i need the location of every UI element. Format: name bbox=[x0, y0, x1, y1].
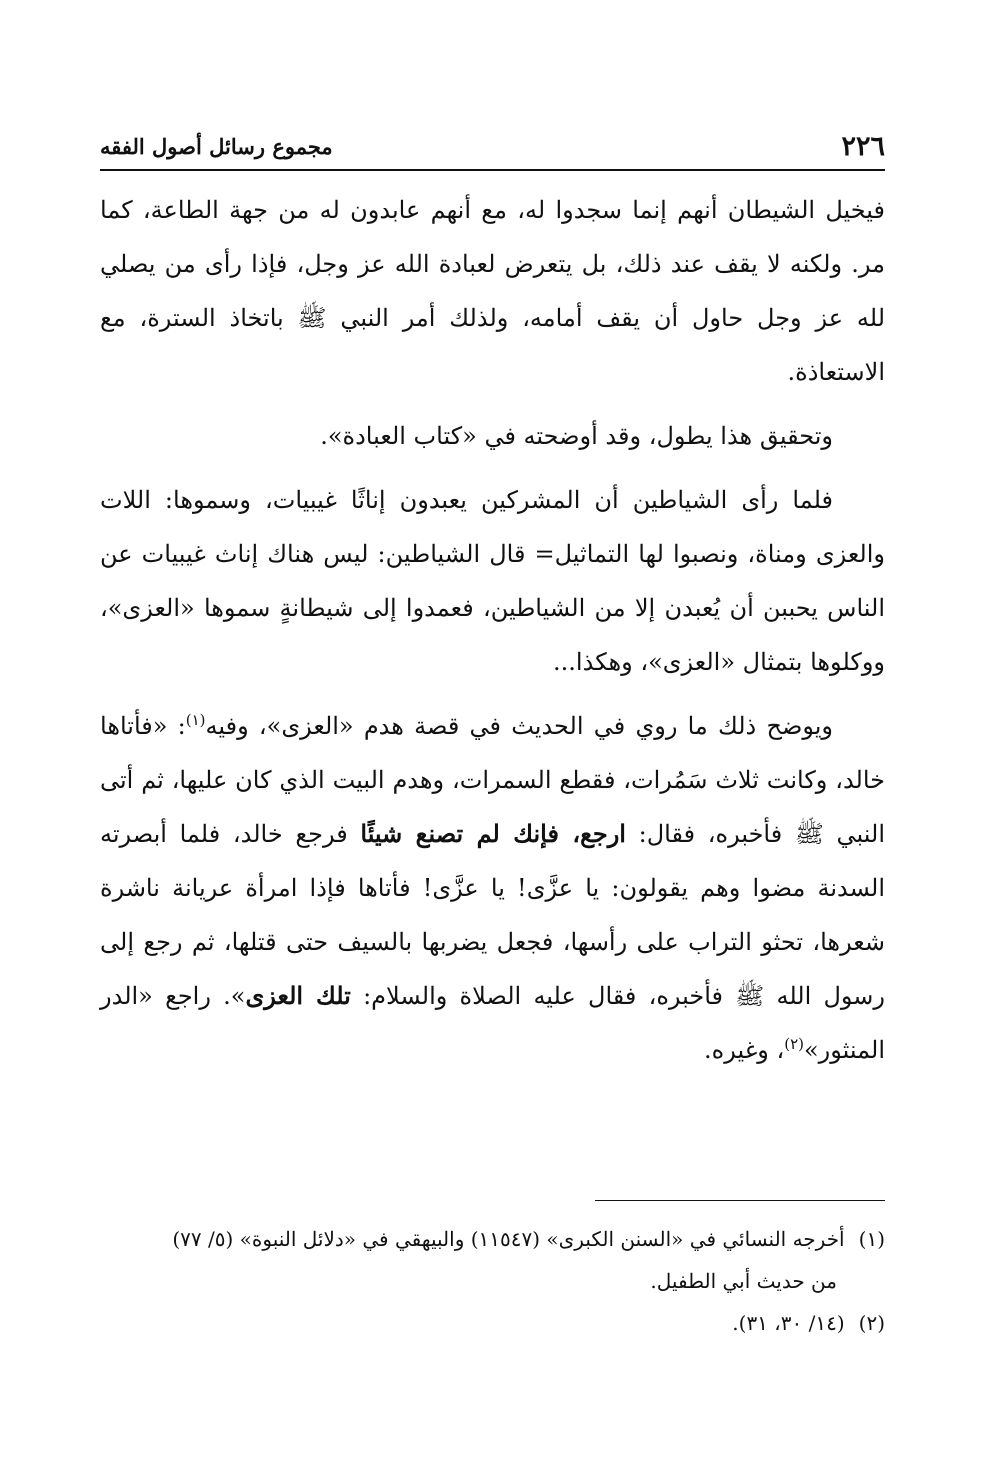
p4-bold-2: تلك العزى bbox=[245, 981, 351, 1010]
footnote-ref-1: (١) bbox=[185, 711, 206, 729]
paragraph-1: فيخيل الشيطان أنهم إنما سجدوا له، مع أنهم عابدون له من جهة الطاعة، كما مر. ولكنه لا يقف عند ذلك، بل يتعرض لعبادة الله عز وجل، فإذا رأى من يصلي لله عز وجل حاول أن يقف أمامه، ولذلك أمر النبي ﷺ باتخاذ السترة، مع الاستعاذة. bbox=[100, 196, 885, 386]
page-number: ٢٢٦ bbox=[841, 131, 885, 162]
footnote-2 bbox=[100, 1302, 885, 1344]
footnote-1 bbox=[100, 1218, 885, 1260]
paragraph-3: فلما رأى الشياطين أن المشركين يعبدون إناثًا غيبيات، وسموها: اللات والعزى ومناة، ونصبوا لها التماثيل= قال الشياطين: ليس هناك إناث غيبيات عن الناس يحببن أن يُعبدن إلا من الشياطين، فعمدوا إلى شيطانةٍ سموها «العزى»، ووكلوها بتمثال «العزى»، وهكذا... bbox=[100, 486, 885, 676]
p4-text-d: ». راجع «الدر المنثور» bbox=[100, 982, 885, 1064]
footnote-1-line-2: من حديث أبي الطفيل. bbox=[650, 1269, 837, 1293]
running-title: مجموع رسائل أصول الفقه bbox=[100, 134, 333, 159]
header-rule bbox=[100, 169, 885, 171]
footnote-1-line-1: أخرجه النسائي في «السنن الكبرى» (١١٥٤٧) والبيهقي في «دلائل النبوة» (٥/ ٧٧) bbox=[172, 1227, 845, 1251]
p4-text-a: ويوضح ذلك ما روي في الحديث في قصة هدم «العزى»، وفيه bbox=[205, 712, 833, 740]
footnote-2-number: (٢) bbox=[858, 1311, 885, 1335]
p4-bold-1: ارجع، فإنك لم تصنع شيئًا bbox=[360, 819, 626, 848]
paragraph-2: وتحقيق هذا يطول، وقد أوضحته في «كتاب العبادة». bbox=[320, 422, 833, 450]
body-text bbox=[100, 183, 885, 1077]
footnote-ref-2: (٢) bbox=[784, 1035, 804, 1053]
paragraph-4 bbox=[100, 699, 885, 1077]
footnotes bbox=[100, 1218, 885, 1344]
footnote-2-line-1: (١٤/ ٣٠، ٣١). bbox=[732, 1311, 845, 1335]
p4-text-b: : «فأتاها خالد، وكانت ثلاث سَمُرات، فقطع السمرات، وهدم البيت الذي كان عليها، ثم أتى النبي ﷺ فأخبره، فقال: bbox=[100, 712, 885, 848]
footnote-rule bbox=[595, 1200, 885, 1201]
p4-text-e: ، وغيره. bbox=[704, 1036, 785, 1064]
page-header bbox=[100, 128, 885, 162]
footnote-1-number: (١) bbox=[858, 1227, 885, 1251]
p4-text-c: فرجع خالد، فلما أبصرته السدنة مضوا وهم يقولون: يا عزَّى! يا عزَّى! فأتاها فإذا امرأة عريانة ناشرة شعرها، تحثو التراب على رأسها، فجعل يضربها بالسيف حتى قتلها، ثم رجع إلى رسول الله ﷺ فأخبره، فقال عليه الصلاة والسلام: bbox=[100, 820, 886, 1010]
